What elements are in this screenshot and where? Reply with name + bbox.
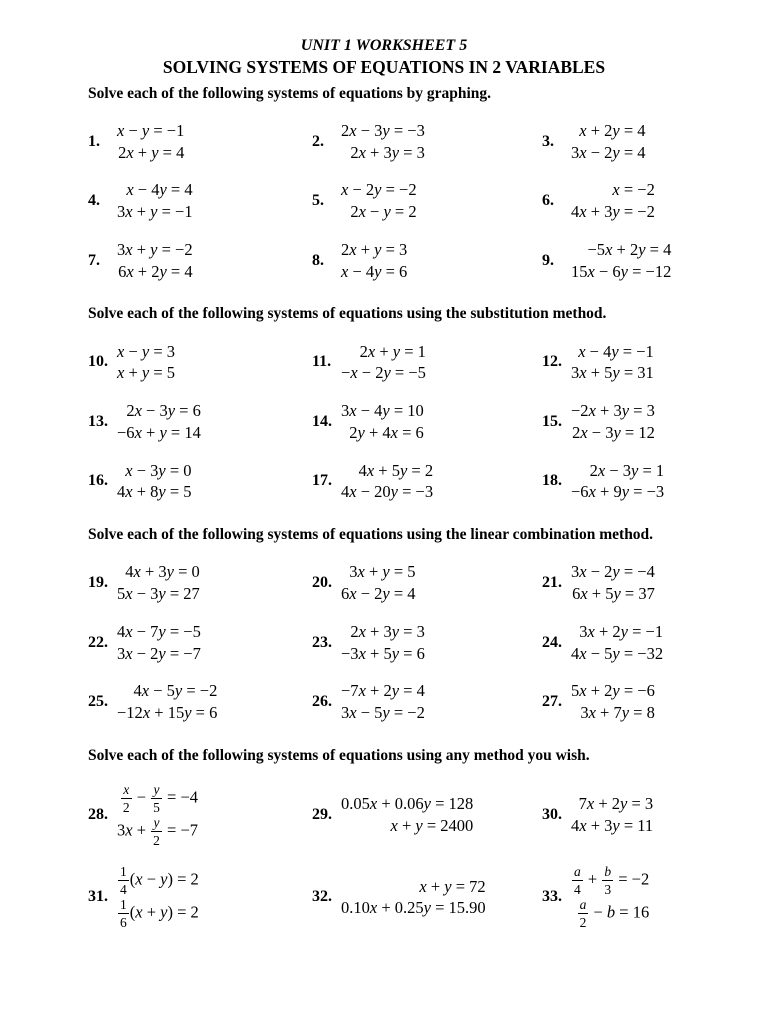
equation: x + y = 2400 xyxy=(390,816,474,836)
problem-number: 15. xyxy=(542,412,562,430)
problem-number: 28. xyxy=(88,806,108,824)
problem-number: 17. xyxy=(312,472,332,490)
equation: 6x + 2y = 4 xyxy=(118,261,193,281)
problem-number: 14. xyxy=(312,412,332,430)
equation: 4x − 5y = −32 xyxy=(571,643,664,663)
problem xyxy=(542,782,768,848)
equation-block xyxy=(117,400,201,444)
equation: $\frac{1}{4}$ (x − y) = 2 xyxy=(120,864,199,897)
equation: 2x − 3y = 1 xyxy=(589,460,665,480)
section-problem-rows xyxy=(0,782,768,930)
problem-number: 5. xyxy=(312,192,324,210)
problem-number: 23. xyxy=(312,633,332,651)
problem xyxy=(312,782,542,848)
equation: 3x + y = −2 xyxy=(117,239,193,259)
page-title: UNIT 1 WORKSHEET 5 xyxy=(300,37,468,54)
equation-block xyxy=(341,680,425,724)
problem-number: 33. xyxy=(542,888,562,906)
equation-block xyxy=(117,782,198,848)
problem-number: 27. xyxy=(542,693,562,711)
equation: 3x + y = 5 xyxy=(349,562,416,582)
equation-block xyxy=(117,120,184,164)
problem-row xyxy=(88,341,768,385)
equation: −7x + 2y = 4 xyxy=(341,681,425,701)
equation-block xyxy=(571,561,655,605)
fraction: $\frac{b}{3}$ xyxy=(604,864,612,897)
problem xyxy=(312,561,542,605)
equation-block xyxy=(341,460,433,504)
equation: −5x + 2y = 4 xyxy=(587,239,672,259)
equation: 0.10x + 0.25y = 15.90 xyxy=(341,898,486,918)
equation-block xyxy=(117,239,193,283)
equation-block xyxy=(341,341,426,385)
equation: 3x − 4y = 10 xyxy=(341,401,424,421)
equation: x − 4y = 4 xyxy=(126,180,193,200)
problem-number: 16. xyxy=(88,472,108,490)
equation: 2x − 3y = 12 xyxy=(572,422,655,442)
equation: x + y = 72 xyxy=(419,876,486,896)
section-problem-rows xyxy=(0,341,768,504)
problem-row xyxy=(88,179,768,223)
problem-number: 22. xyxy=(88,633,108,651)
equation-block xyxy=(571,179,655,223)
problem-row xyxy=(88,561,768,605)
problem-number: 3. xyxy=(542,132,554,150)
problem xyxy=(88,864,312,930)
equation-block xyxy=(571,864,649,930)
problem-row xyxy=(88,120,768,164)
equation: 2x − y = 2 xyxy=(350,202,417,222)
problem-number: 29. xyxy=(312,806,332,824)
equation: 2x + y = 1 xyxy=(359,341,426,361)
equation: −12x + 15y = 6 xyxy=(117,703,218,723)
section-instruction: Solve each of the following systems of equations using the substitution method. xyxy=(88,305,607,323)
problem xyxy=(312,120,542,164)
fraction: $\frac{y}{5}$ xyxy=(153,782,160,815)
problem xyxy=(88,400,312,444)
equation: 4x + 3y = 0 xyxy=(125,562,200,582)
problem-number: 2. xyxy=(312,132,324,150)
equation: x − y = −1 xyxy=(117,120,185,140)
equation-block xyxy=(571,793,653,837)
fraction: $\frac{1}{4}$ xyxy=(120,864,127,897)
equation-block xyxy=(341,179,417,223)
equation: −6x + 9y = −3 xyxy=(571,482,665,502)
equation-block xyxy=(117,680,217,724)
equation: x − y = 3 xyxy=(117,341,176,361)
problem xyxy=(312,239,542,283)
equation: 3x + y = −1 xyxy=(117,202,193,222)
worksheet-section xyxy=(0,525,768,724)
fraction: $\frac{1}{6}$ xyxy=(120,897,127,930)
problem xyxy=(312,179,542,223)
equation: 4x − 7y = −5 xyxy=(117,621,201,641)
equation-block xyxy=(571,341,654,385)
problem-number: 12. xyxy=(542,353,562,371)
problem xyxy=(88,782,312,848)
equation: 4x + 3y = −2 xyxy=(571,202,655,222)
equation-block xyxy=(341,561,416,605)
equation-block xyxy=(571,621,663,665)
problem-row xyxy=(88,460,768,504)
equation: x − 4y = −1 xyxy=(578,341,654,361)
problem-number: 32. xyxy=(312,888,332,906)
problem xyxy=(542,341,768,385)
problem xyxy=(88,561,312,605)
problem xyxy=(312,864,542,930)
page-subtitle: SOLVING SYSTEMS OF EQUATIONS IN 2 VARIABLES xyxy=(162,56,606,77)
problem xyxy=(542,864,768,930)
equation-block xyxy=(341,400,424,444)
problem xyxy=(542,120,768,164)
equation: x − 3y = 0 xyxy=(125,460,192,480)
problem-row xyxy=(88,621,768,665)
equation-block xyxy=(571,120,646,164)
problem-number: 20. xyxy=(312,574,332,592)
problem-number: 7. xyxy=(88,251,100,269)
problem-number: 24. xyxy=(542,633,562,651)
equation: 2x + y = 4 xyxy=(118,142,185,162)
equation: 2x − 3y = 6 xyxy=(126,401,201,421)
worksheet-section xyxy=(0,746,768,931)
problem-row xyxy=(88,782,768,848)
equation: 3x − 2y = −7 xyxy=(117,643,201,663)
worksheet-section xyxy=(0,84,768,283)
problem xyxy=(542,179,768,223)
problem-number: 19. xyxy=(88,574,108,592)
section-problem-rows xyxy=(0,120,768,283)
problem-number: 13. xyxy=(88,412,108,430)
equation: 6x − 2y = 4 xyxy=(341,584,416,604)
equation: $\frac{1}{6}$ (x + y) = 2 xyxy=(120,897,199,930)
problem xyxy=(312,621,542,665)
equation: 3x + 2y = −1 xyxy=(579,621,664,641)
equation-block xyxy=(341,621,425,665)
problem-row xyxy=(88,864,768,930)
fraction: $\frac{y}{2}$ xyxy=(153,815,160,848)
problem-number: 10. xyxy=(88,353,108,371)
equation: 4x − 20y = −3 xyxy=(341,482,434,502)
equation-block xyxy=(117,460,192,504)
equation: $\frac{x}{2}$ − $\frac{y}{5}$ = −4 xyxy=(122,782,199,815)
equation-block xyxy=(117,341,175,385)
equation: 0.05x + 0.06y = 128 xyxy=(341,794,474,814)
problem-number: 6. xyxy=(542,192,554,210)
problem-number: 9. xyxy=(542,251,554,269)
equation-block xyxy=(571,400,655,444)
problem xyxy=(88,460,312,504)
equation-block xyxy=(117,621,201,665)
equation: 2x + 3y = 3 xyxy=(350,142,425,162)
problem xyxy=(88,680,312,724)
equation: −6x + y = 14 xyxy=(117,422,201,442)
equation-block xyxy=(571,680,655,724)
problem xyxy=(312,341,542,385)
equation: 3x − 2y = 4 xyxy=(571,142,646,162)
problem xyxy=(88,120,312,164)
problem xyxy=(542,460,768,504)
equation: −3x + 5y = 6 xyxy=(341,643,425,663)
problem-row xyxy=(88,680,768,724)
equation: 5x + 2y = −6 xyxy=(571,681,655,701)
problem-row xyxy=(88,400,768,444)
problem xyxy=(312,680,542,724)
equation: 2x + y = 3 xyxy=(341,239,408,259)
equation: $\frac{a}{2}$ − b = 16 xyxy=(579,897,650,930)
problem-number: 11. xyxy=(312,353,332,371)
problem xyxy=(312,460,542,504)
equation: x − 2y = −2 xyxy=(341,180,417,200)
problem-number: 18. xyxy=(542,472,562,490)
equation: 2x + 3y = 3 xyxy=(350,621,425,641)
problem xyxy=(542,239,768,283)
problem-row xyxy=(88,239,768,283)
section-instruction: Solve each of the following systems of equations by graphing. xyxy=(88,84,492,102)
problem xyxy=(542,621,768,665)
equation: −x − 2y = −5 xyxy=(341,363,426,383)
problem xyxy=(312,400,542,444)
equation: 2x − 3y = −3 xyxy=(341,120,425,140)
section-instruction: Solve each of the following systems of equations using any method you wish. xyxy=(88,746,590,764)
problem xyxy=(542,400,768,444)
problem-number: 25. xyxy=(88,693,108,711)
equation-block xyxy=(341,793,473,837)
problem-number: 4. xyxy=(88,192,100,210)
problem xyxy=(88,239,312,283)
equation: 3x + 5y = 31 xyxy=(571,363,654,383)
equation: x − 4y = 6 xyxy=(341,261,408,281)
equation-block xyxy=(341,120,425,164)
equation: 6x + 5y = 37 xyxy=(572,584,655,604)
equation-block xyxy=(341,239,407,283)
problem xyxy=(88,341,312,385)
equation-block xyxy=(571,239,671,283)
equation-block xyxy=(571,460,664,504)
equation-block xyxy=(117,561,200,605)
problem-number: 8. xyxy=(312,251,324,269)
problem-number: 30. xyxy=(542,806,562,824)
equation-block xyxy=(117,179,193,223)
worksheet-section xyxy=(0,304,768,503)
sections-container xyxy=(0,84,768,931)
fraction: $\frac{a}{2}$ xyxy=(579,897,587,930)
problem xyxy=(542,680,768,724)
equation: 7x + 2y = 3 xyxy=(578,794,654,814)
problem-number: 21. xyxy=(542,574,562,592)
problem xyxy=(542,561,768,605)
equation: x + y = 5 xyxy=(117,363,176,383)
problem-number: 31. xyxy=(88,888,108,906)
equation: 3x + $\frac{y}{2}$ = −7 xyxy=(117,815,199,848)
equation: −2x + 3y = 3 xyxy=(571,401,655,421)
equation: 5x − 3y = 27 xyxy=(117,584,200,604)
equation: 4x + 8y = 5 xyxy=(117,482,192,502)
equation-block xyxy=(117,864,199,930)
problem-number: 26. xyxy=(312,693,332,711)
equation: 3x − 2y = −4 xyxy=(571,562,655,582)
equation: 2y + 4x = 6 xyxy=(349,422,424,442)
equation: 3x + 7y = 8 xyxy=(580,703,655,723)
equation: 15x − 6y = −12 xyxy=(571,261,672,281)
fraction: $\frac{a}{4}$ xyxy=(574,864,581,897)
section-problem-rows xyxy=(0,561,768,724)
fraction: $\frac{x}{2}$ xyxy=(122,782,130,815)
equation: x + 2y = 4 xyxy=(579,120,646,140)
equation: 4x + 5y = 2 xyxy=(358,460,434,480)
equation: 3x − 5y = −2 xyxy=(341,703,425,723)
equation-block xyxy=(341,876,486,920)
problem xyxy=(88,179,312,223)
equation: 4x + 3y = 11 xyxy=(571,816,654,836)
section-instruction: Solve each of the following systems of equations using the linear combination method. xyxy=(88,526,654,544)
problem-number: 1. xyxy=(88,132,100,150)
equation: 4x − 5y = −2 xyxy=(133,681,218,701)
problem xyxy=(88,621,312,665)
equation: $\frac{a}{4}$ + $\frac{b}{3}$ = −2 xyxy=(574,864,650,897)
equation: x = −2 xyxy=(612,180,655,200)
